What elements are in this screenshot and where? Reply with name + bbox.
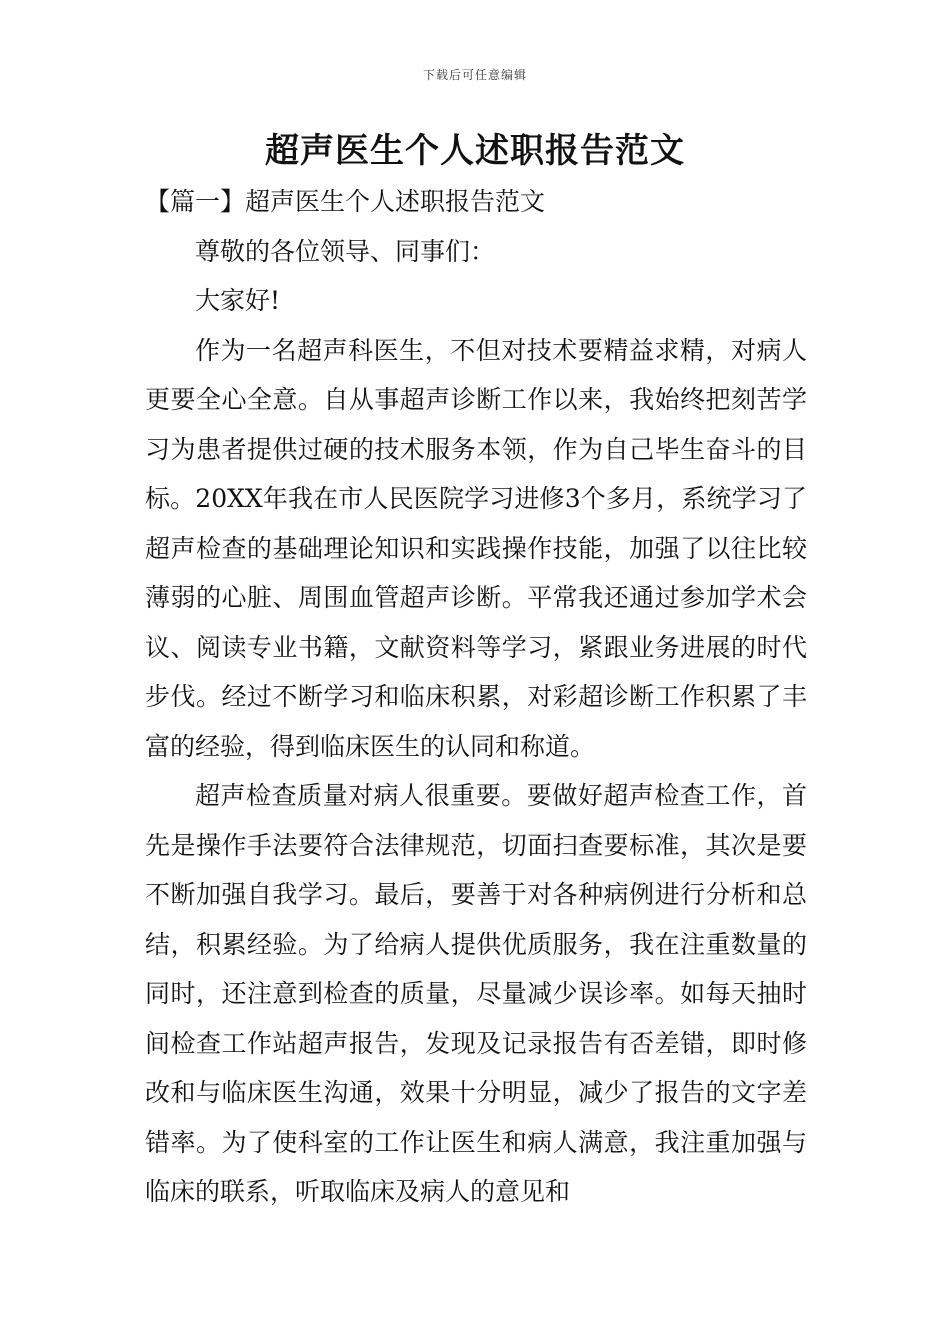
document-body — [145, 177, 807, 1217]
greeting-paragraph: 大家好! — [195, 286, 281, 315]
section-heading: 【篇一】超声医生个人述职报告范文 — [145, 187, 546, 216]
document-title: 超声医生个人述职报告范文 — [265, 131, 685, 171]
body-paragraph: 作为一名超声科医生，不但对技术要精益求精，对病人更要全心全意。自从事超声诊断工作以来，我始终把刻苦学习为患者提供过硬的技术服务本领，作为自己毕生奋斗的目标。20XX年我在市人民医院学习进修3个多月，系统学习了超声检查的基础理论知识和实践操作技能，加强了以往比较薄弱的心脏、周围血管超声诊断。平常我还通过参加学术会议、阅读专业书籍，文献资料等学习，紧跟业务进展的时代步伐。经过不断学习和临床积累，对彩超诊断工作积累了丰富的经验，得到临床医生的认同和称道。 — [145, 335, 807, 761]
header-note: 下载后可任意编辑 — [422, 68, 527, 82]
body-paragraph: 超声检查质量对病人很重要。要做好超声检查工作，首先是操作手法要符合法律规范，切面扫查要标准，其次是要不断加强自我学习。最后，要善于对各种病例进行分析和总结，积累经验。为了给病人提供优质服务，我在注重数量的同时，还注意到检查的质量，尽量减少误诊率。如每天抽时间检查工作站超声报告，发现及记录报告有否差错，即时修改和与临床医生沟通，效果十分明显，减少了报告的文字差错率。为了使科室的工作让医生和病人满意，我注重加强与临床的联系，听取临床及病人的意见和 — [145, 781, 807, 1206]
salutation-paragraph: 尊敬的各位领导、同事们： — [195, 236, 496, 266]
